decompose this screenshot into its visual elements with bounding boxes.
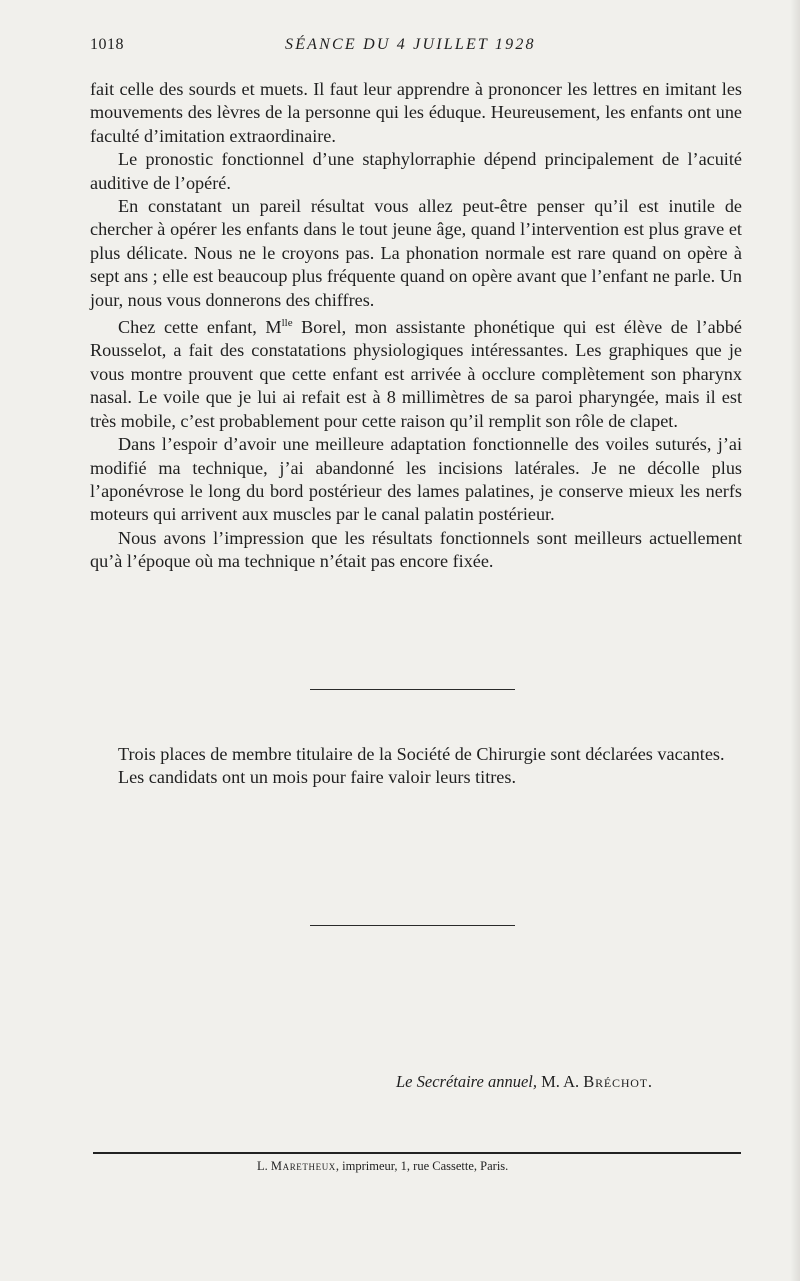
- paragraph-4: [90, 312, 742, 433]
- paragraph-2: Le pronostic fonctionnel d’une staphylorraphie dépend principalement de l’acuité auditive de l’opéré.: [90, 149, 742, 193]
- superscript-lle: lle: [281, 317, 293, 330]
- section-divider-top: [310, 689, 515, 690]
- announcement-paragraph-2: Les candidats ont un mois pour faire valoir leurs titres.: [118, 767, 517, 788]
- page-edge-shadow: [790, 0, 800, 1281]
- signature-role: Le Secrétaire annuel,: [396, 1072, 537, 1091]
- running-head-title: SÉANCE DU 4 JUILLET 1928: [285, 36, 536, 53]
- paragraph-4-start: Chez cette enfant, M: [118, 317, 282, 338]
- signature-name: Bréchot.: [583, 1072, 653, 1091]
- footer-rule: [93, 1152, 741, 1154]
- signature-initials: M. A.: [541, 1072, 580, 1091]
- announcement-paragraph-1: Trois places de membre titulaire de la Société de Chirurgie sont déclarées vacantes.: [118, 744, 725, 764]
- imprint-initial: L.: [257, 1159, 268, 1173]
- imprint-address: , imprimeur, 1, rue Cassette, Paris.: [335, 1159, 509, 1173]
- paragraph-4-rest: Borel, mon assistante phonétique qui est élève de l’abbé Rousselot, a fait des constatations physiologiques intéressantes. Les graphiques que je vous montre prouvent que cette enfant est arrivée à occlure complètement son pharynx nasal. Le voile que je lui ai refait est à 8 millimètres de sa paroi pharyngée, mais il est très mobile, c’est probablement pour cette raison qu’il remplit son rôle de clapet.: [90, 317, 742, 431]
- paragraph-5: Dans l’espoir d’avoir une meilleure adaptation fonctionnelle des voiles suturés, j’ai modifié ma technique, j’ai abandonné les incisions latérales. Je ne décolle plus l’aponévrose le long du bord postérieur des lames palatines, je conserve mieux les nerfs moteurs qui arrivent aux muscles par le canal palatin postérieur.: [90, 434, 742, 525]
- page-number: 1018: [90, 36, 124, 53]
- printer-imprint: [257, 1159, 508, 1174]
- paragraph-1: fait celle des sourds et muets. Il faut leur apprendre à prononcer les lettres en imitant les mouvements des lèvres de la personne qui les éduque. Heureusement, les enfants ont une faculté d’imitation extraordinaire.: [90, 79, 742, 146]
- announcement: [90, 743, 742, 790]
- main-text: [90, 78, 742, 574]
- paragraph-3: En constatant un pareil résultat vous allez peut-être penser qu’il est inutile de chercher à opérer les enfants dans le tout jeune âge, quand l’intervention est plus grave et plus délicate. Nous ne le croyons pas. La phonation normale est rare quand on opère à sept ans ; elle est beaucoup plus fréquente quand on opère avant que l’enfant ne parle. Un jour, nous vous donnerons des chiffres.: [90, 196, 742, 310]
- section-divider-bottom: [310, 925, 515, 926]
- imprint-printer: Maretheux: [270, 1159, 336, 1173]
- paragraph-6: Nous avons l’impression que les résultats fonctionnels sont meilleurs actuellement qu’à l’époque où ma technique n’était pas encore fixée.: [90, 527, 742, 572]
- signature: [396, 1072, 653, 1092]
- running-head: [90, 36, 750, 58]
